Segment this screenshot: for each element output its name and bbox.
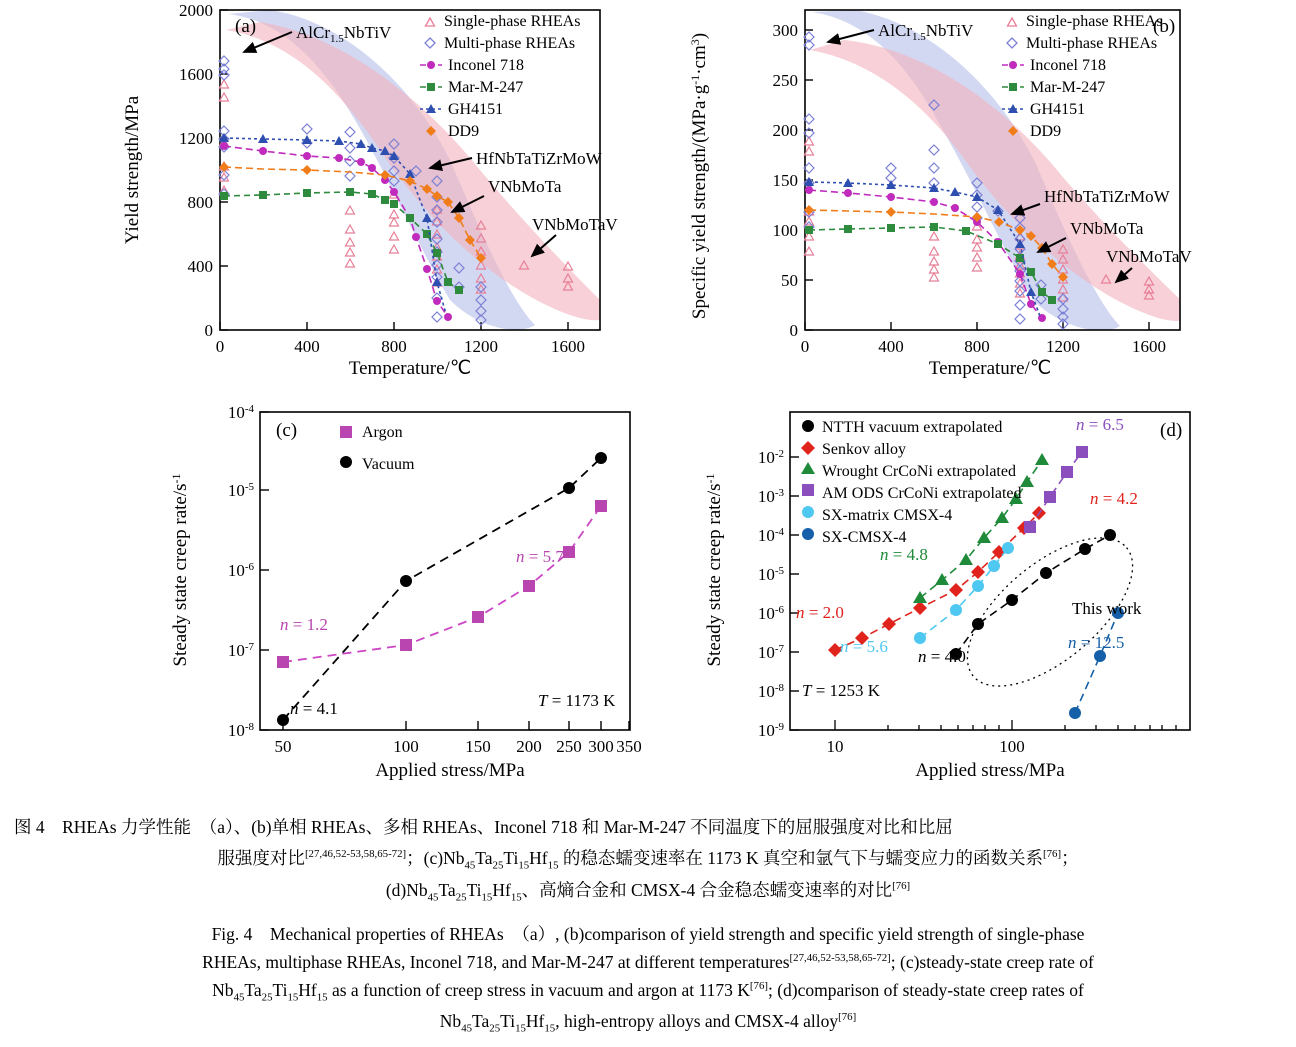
panel-a-svg [80, 0, 640, 380]
panel-d-x-ticklabels [827, 737, 1025, 756]
svg-text:Argon: Argon [362, 424, 403, 441]
svg-text:Single-phase RHEAs: Single-phase RHEAs [1026, 13, 1163, 30]
svg-text:300: 300 [588, 737, 614, 756]
svg-text:0: 0 [800, 337, 810, 356]
panel-c-xlabel: Applied stress/MPa [375, 760, 525, 781]
annotation-n-4-1: n = 4.1 [290, 699, 338, 718]
panel-a-xlabel: Temperature/℃ [348, 358, 472, 379]
caption-en-line-2: RHEAs, multiphase RHEAs, Inconel 718, and Mar-M-247 at different temperatures[27,46,52-53,58,65-72]; (c)steady-state creep rate of [202, 952, 1094, 972]
panel-a-x-ticklabels [216, 337, 585, 356]
svg-text:0: 0 [789, 321, 798, 340]
annotation-n-2-0: n = 2.0 [796, 603, 844, 622]
panel-d [690, 400, 1230, 790]
svg-text:800: 800 [381, 337, 407, 356]
annotation-n-1-2: n = 1.2 [280, 615, 328, 634]
panel-d-svg [690, 400, 1230, 790]
panel-d-x-ticks [835, 720, 1176, 730]
annotation-n-6-5: n = 6.5 [1076, 415, 1124, 434]
panel-b-x-ticklabels [801, 337, 1166, 356]
svg-text:10-5: $10^{-5}$ [227, 481, 254, 500]
svg-text:10-5: $10^{-5}$ [757, 565, 784, 584]
panel-b-svg [660, 0, 1220, 380]
annotation-temperature: T = 1173 K [538, 691, 616, 710]
panel-c-line-argon [283, 506, 601, 662]
svg-text:Wrought CrCoNi extrapolated: Wrought CrCoNi extrapolated [822, 463, 1016, 480]
svg-text:800: 800 [187, 193, 213, 212]
svg-text:400: 400 [878, 337, 904, 356]
svg-text:Multi-phase RHEAs: Multi-phase RHEAs [1026, 35, 1158, 52]
panel-d-y-ticklabels [758, 448, 785, 740]
svg-text:Mar-M-247: Mar-M-247 [448, 79, 524, 96]
annotation-vnbmotav: VNbMoTaV [1106, 247, 1192, 266]
panel-d-xlabel: Applied stress/MPa [915, 760, 1065, 781]
caption-en-line-1: Fig. 4 Mechanical properties of RHEAs （a）, (b)comparison of yield strength and specific yield strength of single-phase [211, 924, 1085, 944]
panel-c-x-ticklabels [275, 737, 642, 756]
svg-text:GH4151: GH4151 [1030, 101, 1086, 118]
svg-text:SX-CMSX-4: SX-CMSX-4 [822, 529, 907, 546]
caption-cn-line-2: 服强度对比[27,46,52-53,58,65-72]；$(c)Nb_{45}Ta_{25}Ti_{15}Hf_{15}$ 的稳态蠕变速率在 1173 K 真空和氩气下与蠕变应力的函数关系[76]； [217, 847, 1079, 872]
annotation-vnbmota: VNbMoTa [1070, 219, 1144, 238]
annotation-alcrnbtiv: AlCr$_{1.5}$NbTiV [878, 21, 974, 43]
svg-text:300: 300 [772, 21, 798, 40]
svg-text:1200: 1200 [1046, 337, 1080, 356]
annotation-this-work: This work [1072, 599, 1142, 618]
panel-c-line-vacuum [283, 458, 601, 720]
svg-text:Inconel 718: Inconel 718 [1030, 57, 1106, 74]
panel-a-ylabel: Yield strength/MPa [122, 95, 143, 245]
caption-chinese [0, 812, 1296, 908]
svg-text:1200: 1200 [179, 129, 213, 148]
svg-text:10-4: $10^{-4}$ [757, 526, 784, 545]
svg-text:10-2: $10^{-2}$ [757, 448, 784, 467]
svg-text:Mar-M-247: Mar-M-247 [1030, 79, 1106, 96]
svg-text:150: 150 [465, 737, 491, 756]
svg-text:Senkov alloy: Senkov alloy [822, 441, 906, 458]
panel-b-y-ticklabels [773, 21, 799, 340]
shaded-region-singlephase [226, 22, 606, 320]
panel-a-label: (a) [235, 16, 257, 37]
annotation-hfnbtatizrmow: HfNbTaTiZrMoW [1044, 187, 1170, 206]
svg-text:50: 50 [781, 271, 798, 290]
annotation-n-12-5: n = 12.5 [1068, 633, 1125, 652]
panel-c-markers-argon [277, 500, 607, 668]
svg-text:10-6: $10^{-6}$ [227, 561, 254, 580]
caption-cn-line-1: 图 4 RHEAs 力学性能 （a）、(b)单相 RHEAs、多相 RHEAs、Inconel 718 和 Mar-M-247 不同温度下的屈服强度对比和比屈 [14, 817, 953, 837]
annotation-n-5-6: n = 5.6 [840, 637, 888, 656]
annotation-vnbmotav: VNbMoTaV [532, 215, 618, 234]
svg-text:Single-phase RHEAs: Single-phase RHEAs [444, 13, 581, 30]
svg-text:Inconel 718: Inconel 718 [448, 57, 524, 74]
svg-text:200: 200 [516, 737, 542, 756]
panel-d-label: (d) [1160, 420, 1183, 441]
panel-b-legend [1002, 13, 1162, 140]
svg-text:100: 100 [999, 737, 1025, 756]
svg-text:10-7: $10^{-7}$ [227, 641, 254, 660]
annotation-n-4-8: n = 4.8 [880, 545, 928, 564]
svg-text:350: 350 [616, 737, 642, 756]
panel-c-svg [150, 400, 670, 790]
annotation-hfnbtatizrmow: HfNbTaTiZrMoW [476, 149, 602, 168]
panel-c-ylabel: Steady state creep rate/$s^{-1}$ [169, 473, 191, 667]
panel-c-y-ticks [260, 412, 269, 730]
panel-c-x-ticks [283, 721, 629, 730]
svg-text:10-8: $10^{-8}$ [227, 721, 254, 740]
panel-c-legend [340, 424, 415, 473]
svg-text:AM ODS CrCoNi extrapolated: AM ODS CrCoNi extrapolated [822, 485, 1022, 502]
svg-text:10: 10 [826, 737, 844, 756]
svg-text:100: 100 [772, 221, 798, 240]
annotation-n-4-0: n = 4.0 [918, 647, 966, 666]
panel-c-label: (c) [276, 420, 298, 441]
svg-text:DD9: DD9 [448, 123, 480, 140]
svg-text:100: 100 [393, 737, 419, 756]
panel-c-y-ticklabels [228, 403, 255, 740]
svg-text:800: 800 [964, 337, 990, 356]
panel-b-label: (b) [1153, 16, 1176, 37]
annotation-n-5-7: n = 5.7 [516, 547, 564, 566]
svg-text:10-9: $10^{-9}$ [757, 721, 784, 740]
panel-d-legend [801, 419, 1022, 546]
panel-b-ylabel: Specific yield strength/$(MPa\cdot g^{-1}\cdot cm^3)$ [688, 32, 710, 320]
svg-text:10-6: $10^{-6}$ [757, 604, 784, 623]
panel-a-y-ticklabels [179, 1, 213, 340]
svg-text:Vacuum: Vacuum [362, 456, 415, 473]
shaded-region-singlephase [810, 40, 1188, 321]
panel-b-xlabel: Temperature/℃ [928, 358, 1052, 379]
svg-text:200: 200 [772, 121, 798, 140]
caption-cn-line-3: $(d)Nb_{45}Ta_{25}Ti_{15}Hf_{15}$、高熵合金和 CMSX-4 合金稳态蠕变速率的对比[76] [385, 880, 911, 904]
panel-c-markers-vacuum [277, 452, 607, 726]
svg-text:10-8: $10^{-8}$ [757, 682, 784, 701]
svg-text:1600: 1600 [1132, 337, 1166, 356]
panel-d-ylabel: Steady state creep rate/$s^{-1}$ [703, 473, 725, 667]
svg-text:400: 400 [187, 257, 213, 276]
svg-text:2000: 2000 [179, 1, 213, 20]
svg-text:400: 400 [294, 337, 320, 356]
annotation-n-4-2: n = 4.2 [1090, 489, 1138, 508]
svg-text:10-3: $10^{-3}$ [757, 487, 784, 506]
svg-text:Multi-phase RHEAs: Multi-phase RHEAs [444, 35, 576, 52]
svg-text:DD9: DD9 [1030, 123, 1062, 140]
svg-text:150: 150 [772, 171, 798, 190]
svg-text:10-4: $10^{-4}$ [227, 403, 254, 422]
panel-c [150, 400, 670, 790]
panel-b [660, 0, 1220, 380]
panel-a [80, 0, 640, 380]
svg-text:10-7: $10^{-7}$ [757, 643, 784, 662]
svg-text:NTTH vacuum extrapolated: NTTH vacuum extrapolated [822, 419, 1003, 436]
panel-a-legend [420, 13, 580, 140]
svg-text:250: 250 [556, 737, 582, 756]
svg-text:GH4151: GH4151 [448, 101, 504, 118]
svg-text:1600: 1600 [179, 65, 213, 84]
panel-d-line-sxcmsx4 [1075, 613, 1118, 713]
caption-english [0, 920, 1296, 1038]
svg-text:SX-matrix CMSX-4: SX-matrix CMSX-4 [822, 507, 953, 524]
annotation-vnbmota: VNbMoTa [488, 177, 562, 196]
caption-en-line-3: $Nb_{45}Ta_{25}Ti_{15}Hf_{15}$ as a function of creep stress in vacuum and argon at 1173 K[76]; (d)comparison of steady-state creep rates of [212, 980, 1084, 1004]
panel-d-y-ticks [790, 457, 799, 730]
svg-text:1200: 1200 [464, 337, 498, 356]
svg-text:50: 50 [274, 737, 292, 756]
svg-text:0: 0 [204, 321, 213, 340]
annotation-temperature: T = 1253 K [802, 681, 881, 700]
caption-en-line-4: $Nb_{45}Ta_{25}Ti_{15}Hf_{15}$, high-entropy alloys and CMSX-4 alloy[76] [439, 1010, 857, 1035]
svg-text:1600: 1600 [551, 337, 585, 356]
annotation-alcrnbtiv: AlCr$_{1.5}$NbTiV [296, 23, 392, 45]
svg-text:250: 250 [772, 71, 798, 90]
svg-text:0: 0 [215, 337, 225, 356]
